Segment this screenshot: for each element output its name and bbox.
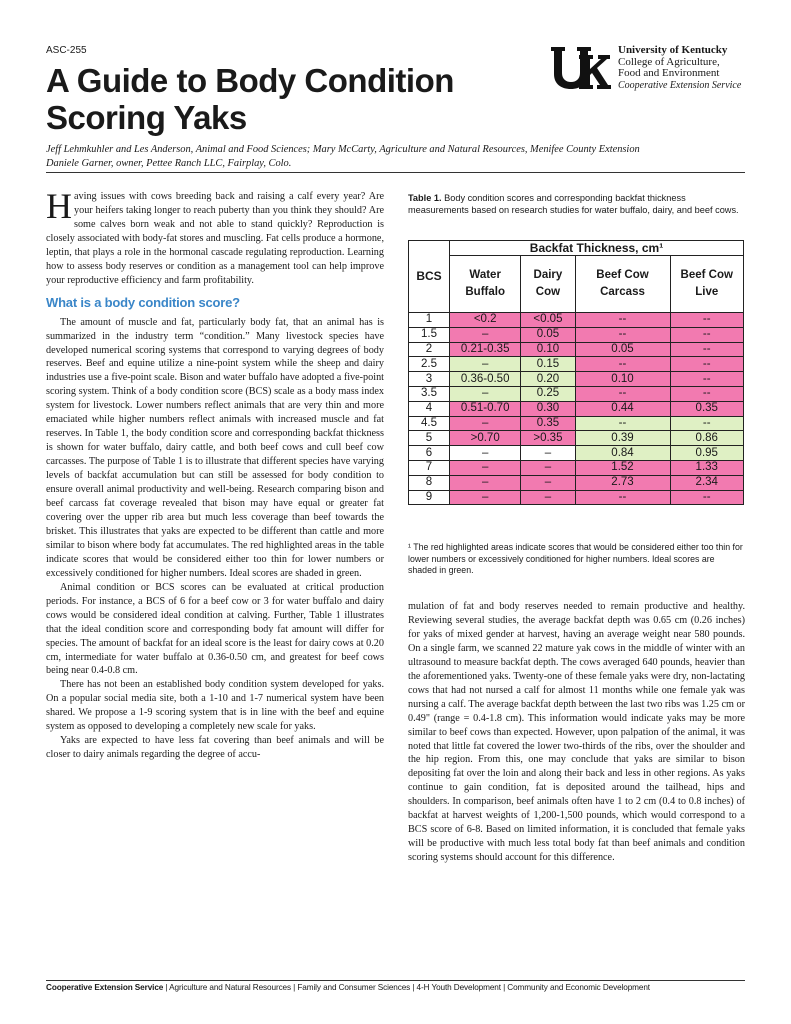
footer-program-areas: | Agriculture and Natural Resources | Family and Consumer Sciences | 4-H Youth Development | Community and Economic Development — [163, 983, 650, 992]
table-row — [409, 475, 744, 490]
table-cell: – — [450, 327, 521, 342]
bcs-cell: 3.5 — [409, 386, 450, 401]
table-row — [409, 372, 744, 387]
table-cell: 1.33 — [670, 460, 744, 475]
footer-lead: Cooperative Extension Service — [46, 983, 164, 992]
table-cell: – — [521, 475, 575, 490]
bcs-cell: 5 — [409, 431, 450, 446]
bcs-cell: 4.5 — [409, 416, 450, 431]
table-cell: -- — [575, 386, 670, 401]
table-cell: >0.70 — [450, 431, 521, 446]
table-header-water-buffalo: Water Buffalo — [450, 256, 521, 313]
bcs-cell: 6 — [409, 446, 450, 461]
table-row — [409, 401, 744, 416]
table-cell: 0.86 — [670, 431, 744, 446]
body-paragraph: Animal condition or BCS scores can be evaluated at critical production periods. For instance, a BCS of 6 for a beef cow or 3 for water buffalo and dairy cows would be considered ideal condition at calving. Further, Table 1 illustrates that the ideal condition score and corresponding body fat amount will differ for species. The amount of backfat for an ideal score is the least for dairy cows at 0.20 cm, intermediate for water buffalo at 0.36-0.50 cm, and greatest for beef cows being near 0.4-0.8 cm. — [46, 581, 384, 677]
bcs-cell: 1 — [409, 313, 450, 328]
institution-block — [618, 45, 741, 91]
table-cell: <0.05 — [521, 313, 575, 328]
table-cell: -- — [670, 372, 744, 387]
table-cell: -- — [670, 342, 744, 357]
table-cell: -- — [670, 386, 744, 401]
bcs-cell: 8 — [409, 475, 450, 490]
bcs-cell: 1.5 — [409, 327, 450, 342]
table-row — [409, 342, 744, 357]
table-header-beef-carcass: Beef Cow Carcass — [575, 256, 670, 313]
table-cell: 0.10 — [521, 342, 575, 357]
table-cell: -- — [670, 327, 744, 342]
authors — [46, 143, 746, 171]
table-cell: -- — [670, 313, 744, 328]
table-row — [409, 386, 744, 401]
table-cell: 0.95 — [670, 446, 744, 461]
footer — [46, 980, 745, 992]
intro-text: aving issues with cows breeding back and raising a calf every year? Are your heifers taking longer to reach puberty than you think they should? Are some calves born weak and not able to stand quickly? Reproduction is closely associated with body-fat stores and muscling. Fat cells produce a hormone, leptin, that plays a role in the hormonal cascade regulating reproduction. Learning how to assess body reserves or condition as a management tool can help improve your reproductive efficiency and farm profitability. — [46, 191, 384, 286]
table-cell: -- — [575, 313, 670, 328]
table-cell: – — [521, 446, 575, 461]
table-row — [409, 357, 744, 372]
authors-line-2: Daniele Garner, owner, Pettee Ranch LLC, Fairplay, Colo. — [46, 158, 292, 169]
table-cell: 0.44 — [575, 401, 670, 416]
table-header-dairy-cow: Dairy Cow — [521, 256, 575, 313]
table-row — [409, 431, 744, 446]
table-cell: -- — [575, 490, 670, 505]
table-header-beef-live: Beef Cow Live — [670, 256, 744, 313]
university-name: University of Kentucky — [618, 44, 728, 56]
table-cell: 0.35 — [521, 416, 575, 431]
authors-line-1: Jeff Lehmkuhler and Les Anderson, Animal and Food Sciences; Mary McCarty, Agriculture and Natural Resources, Menifee County Extension — [46, 144, 640, 155]
document-id: ASC-255 — [46, 45, 87, 56]
intro-paragraph — [46, 186, 384, 288]
table-cell: 1.52 — [575, 460, 670, 475]
table-cell: <0.2 — [450, 313, 521, 328]
table-row — [409, 490, 744, 505]
header-divider — [46, 172, 745, 173]
table-header-bcs: BCS — [409, 241, 450, 313]
table-footnote: ¹ The red highlighted areas indicate scores that would be considered either too thin for lower numbers or excessively conditioned for higher numbers. Ideal scores are shaded in green. — [408, 542, 743, 575]
table-cell: 0.39 — [575, 431, 670, 446]
table-cell: -- — [670, 490, 744, 505]
table-cell: 0.20 — [521, 372, 575, 387]
college-line-1: College of Agriculture, — [618, 55, 720, 68]
table-row — [409, 313, 744, 328]
extension-service: Cooperative Extension Service — [618, 79, 742, 91]
table-caption-text: Body condition scores and corresponding backfat thickness measurements based on research studies for water buffalo, dairy, and beef cows. — [408, 193, 739, 215]
table-cell: 0.21-0.35 — [450, 342, 521, 357]
table-cell: 0.30 — [521, 401, 575, 416]
table-cell: -- — [575, 416, 670, 431]
table-cell: >0.35 — [521, 431, 575, 446]
table-cell: 2.73 — [575, 475, 670, 490]
table-row — [409, 416, 744, 431]
table-caption-label: Table 1. — [408, 193, 442, 203]
table-row — [409, 446, 744, 461]
body-paragraph: There has not been an established body condition system developed for yaks. On a popular social media site, both a 1-10 and 1-7 numerical system have been shared. We propose a 1-9 scoring system that is in line with the beef and equine system as opposed to developing a completely new scale for yaks. — [46, 679, 384, 733]
table-cell: 0.36-0.50 — [450, 372, 521, 387]
table-cell: -- — [670, 357, 744, 372]
table-cell: 0.25 — [521, 386, 575, 401]
table-row — [409, 460, 744, 475]
body-paragraph: mulation of fat and body reserves needed to remain productive and healthy. Reviewing several studies, the average backfat depth was 0.65 cm (0.26 inches) for yaks of mixed gender at harvest, having an average weight near 580 pounds. On a single farm, we scanned 22 mature yak cows in the middle of winter with an ultrasound to measure backfat depth. The cows averaged 640 pounds, heavier than the aforementioned yaks. Twenty-one of these female yaks were dry, non-lactating cows that had not nursed a calf for almost 11 months while one female yak was nursing a calf. The average backfat depth between the last two ribs was 1.25 cm or 0.49" (range = 0.4-1.8 cm). This information would indicate yaks may be more similar to beef cows than expected. However, upon palpation of the animal, it was noted that little fat covered the lower two-thirds of the ribs, over the shoulder and the hip region. From this, one may conclude that yaks are similar to bison depositing fat over the loin and along their back and less in other regions. As yaks continue to gain condition, fat is deposited around the tailhead, hips and shoulders. In comparison, beef animals often have 1 to 2 cm (0.4 to 0.8 inches) of backfat at harvest weights of 1,200-1,500 pounds, which would correspond to a BCS score of 6-8. Based on limited information, it is concluded that female yaks will be productive with much less total body fat than beef animals and condition scoring systems should account for this difference. — [408, 601, 745, 864]
bcs-cell: 9 — [409, 490, 450, 505]
bcs-cell: 4 — [409, 401, 450, 416]
table-cell: -- — [575, 357, 670, 372]
table-cell: 2.34 — [670, 475, 744, 490]
left-column — [46, 186, 384, 762]
table-body — [409, 313, 744, 505]
table-cell: – — [450, 460, 521, 475]
table-cell: 0.84 — [575, 446, 670, 461]
table-cell: – — [450, 416, 521, 431]
bcs-cell: 2.5 — [409, 357, 450, 372]
table-cell: -- — [670, 416, 744, 431]
drop-cap: H — [46, 186, 72, 226]
table-cell: -- — [575, 327, 670, 342]
table-cell: – — [450, 446, 521, 461]
table-cell: – — [450, 475, 521, 490]
section-heading: What is a body condition score? — [46, 294, 240, 310]
table-cell: 0.05 — [575, 342, 670, 357]
table-cell: 0.15 — [521, 357, 575, 372]
table-caption — [408, 192, 744, 216]
table-cell: – — [450, 357, 521, 372]
table-cell: 0.05 — [521, 327, 575, 342]
table-cell: 0.10 — [575, 372, 670, 387]
backfat-table — [408, 240, 744, 505]
right-column — [408, 600, 745, 865]
table-row — [409, 327, 744, 342]
table-cell: – — [521, 490, 575, 505]
table-cell: 0.51-0.70 — [450, 401, 521, 416]
bcs-cell: 7 — [409, 460, 450, 475]
table-cell: – — [521, 460, 575, 475]
college-line-2: Food and Environment — [618, 67, 720, 79]
table-group-header: Backfat Thickness, cm¹ — [450, 241, 744, 256]
bcs-cell: 2 — [409, 342, 450, 357]
table-cell: 0.35 — [670, 401, 744, 416]
body-paragraph: Yaks are expected to have less fat covering than beef animals and will be closer to dairy animals regarding the degree of accu- — [46, 735, 384, 761]
table-cell: – — [450, 386, 521, 401]
bcs-cell: 3 — [409, 372, 450, 387]
body-paragraph: The amount of muscle and fat, particularly body fat, that an animal has is summarized in the industry term “condition.” Many livestock species have developed numerical scoring systems that correspond to varying degrees of body reserves. Beef and equine utilize a nine-point system while the sheep and dairy industries use a five-point scale. Bison and water buffalo have adopted a five-point scoring system. Think of a body condition score (BCS) scale as a body mass index system for livestock. Lower numbers reflect animals that are very thin and more emaciated while higher numbers reflect animals with increased muscle and fat reserves. In Table 1, the body condition score and corresponding backfat thickness is shown for water buffalo, dairy cattle, and both beef cows and cull beef cow carcasses. The purpose of Table 1 is to illustrate that different species have varying levels of backfat accumulation but can still be assessed for body condition to ensure overall animal productivity and well-being. Research comparing bison and beef carcass fat coverage revealed that bison may have equal or greater fat covering over the upper rib area but much less coverage than beef towards the brisket. This illustrates that yaks are expected to be different than cattle and more similar to bison where body fat accumulates. The red highlighted areas in the table indicate scores that would be considered either too thin for lower numbers or excessively conditioned for higher numbers. Ideal scores are shaded in green. — [46, 316, 384, 579]
uk-logo-icon — [549, 45, 611, 91]
table-cell: – — [450, 490, 521, 505]
page-title: A Guide to Body Condition Scoring Yaks — [46, 62, 454, 136]
